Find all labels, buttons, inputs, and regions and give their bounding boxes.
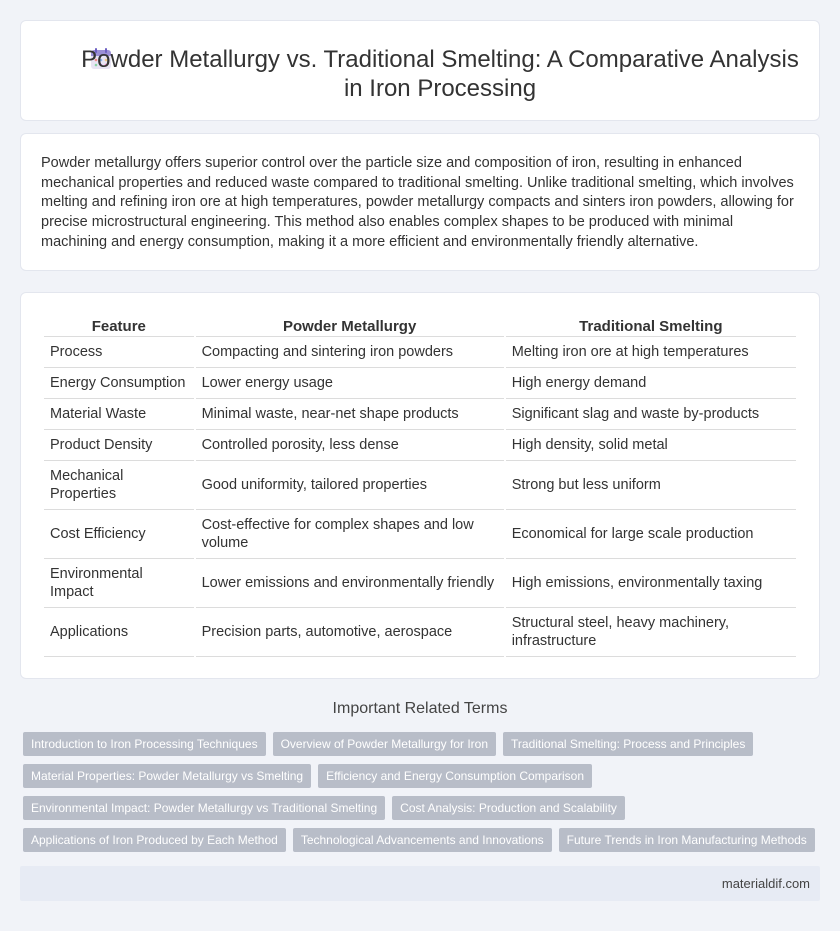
page-title: Powder Metallurgy vs. Traditional Smelting: A Comparative Analysis in Iron Processing: [81, 46, 799, 102]
powder-metallurgy-cell: Precision parts, automotive, aerospace: [196, 608, 504, 657]
column-header-feature: Feature: [44, 314, 194, 337]
traditional-smelting-cell: High energy demand: [506, 368, 796, 399]
feature-cell: Mechanical Properties: [44, 461, 194, 510]
feature-cell: Process: [44, 337, 194, 368]
tag-row: [23, 828, 823, 860]
column-header-powder-metallurgy: Powder Metallurgy: [196, 314, 504, 337]
powder-metallurgy-cell: Good uniformity, tailored properties: [196, 461, 504, 510]
related-term-tag[interactable]: Cost Analysis: Production and Scalability: [392, 796, 625, 820]
traditional-smelting-cell: Structural steel, heavy machinery, infrastructure: [506, 608, 796, 657]
feature-cell: Environmental Impact: [44, 559, 194, 608]
summary-card: [20, 133, 820, 271]
column-header-traditional-smelting: Traditional Smelting: [506, 314, 796, 337]
feature-cell: Applications: [44, 608, 194, 657]
powder-metallurgy-cell: Lower energy usage: [196, 368, 504, 399]
feature-cell: Product Density: [44, 430, 194, 461]
powder-metallurgy-cell: Minimal waste, near-net shape products: [196, 399, 504, 430]
table-row: [44, 559, 796, 608]
table-row: [44, 608, 796, 657]
related-terms-list: [23, 732, 823, 860]
footer-site-link[interactable]: materialdif.com: [721, 876, 810, 891]
related-term-tag[interactable]: Introduction to Iron Processing Techniques: [23, 732, 266, 756]
traditional-smelting-cell: Strong but less uniform: [506, 461, 796, 510]
table-row: [44, 337, 796, 368]
related-term-tag[interactable]: Applications of Iron Produced by Each Method: [23, 828, 286, 852]
table-row: [44, 461, 796, 510]
traditional-smelting-cell: Melting iron ore at high temperatures: [506, 337, 796, 368]
table-row: [44, 430, 796, 461]
powder-metallurgy-cell: Controlled porosity, less dense: [196, 430, 504, 461]
table-row: [44, 368, 796, 399]
comparison-card: [20, 292, 820, 679]
tag-row: [23, 764, 823, 796]
tag-row: [23, 732, 823, 764]
table-row: [44, 399, 796, 430]
tag-row: [23, 796, 823, 828]
related-term-tag[interactable]: Efficiency and Energy Consumption Comparison: [318, 764, 592, 788]
comparison-table: [42, 314, 798, 657]
powder-metallurgy-cell: Cost-effective for complex shapes and low volume: [196, 510, 504, 559]
feature-cell: Material Waste: [44, 399, 194, 430]
related-term-tag[interactable]: Technological Advancements and Innovations: [293, 828, 552, 852]
table-header-row: [44, 314, 796, 337]
feature-cell: Cost Efficiency: [44, 510, 194, 559]
related-term-tag[interactable]: Overview of Powder Metallurgy for Iron: [273, 732, 496, 756]
related-term-tag[interactable]: Future Trends in Iron Manufacturing Methods: [559, 828, 815, 852]
header-card: [20, 20, 820, 121]
related-terms-title: Important Related Terms: [332, 700, 508, 717]
traditional-smelting-cell: Significant slag and waste by-products: [506, 399, 796, 430]
powder-metallurgy-cell: Compacting and sintering iron powders: [196, 337, 504, 368]
traditional-smelting-cell: Economical for large scale production: [506, 510, 796, 559]
feature-cell: Energy Consumption: [44, 368, 194, 399]
footer: [20, 866, 820, 901]
table-row: [44, 510, 796, 559]
related-term-tag[interactable]: Traditional Smelting: Process and Principles: [503, 732, 753, 756]
traditional-smelting-cell: High emissions, environmentally taxing: [506, 559, 796, 608]
powder-metallurgy-cell: Lower emissions and environmentally friendly: [196, 559, 504, 608]
related-term-tag[interactable]: Environmental Impact: Powder Metallurgy vs Traditional Smelting: [23, 796, 385, 820]
traditional-smelting-cell: High density, solid metal: [506, 430, 796, 461]
related-term-tag[interactable]: Material Properties: Powder Metallurgy vs Smelting: [23, 764, 311, 788]
summary-text: Powder metallurgy offers superior control over the particle size and composition of iron, resulting in enhanced mechanical properties and reduced waste compared to traditional smelting. Unlike traditional smelting, which involves melting and refining iron ore at high temperatures, powder metallurgy compacts and sinters iron powders, allowing for precise microstructural engineering. This method also enables complex shapes to be produced with minimal machining and energy consumption, making it a more efficient and environmentally friendly alternative.: [41, 155, 794, 250]
